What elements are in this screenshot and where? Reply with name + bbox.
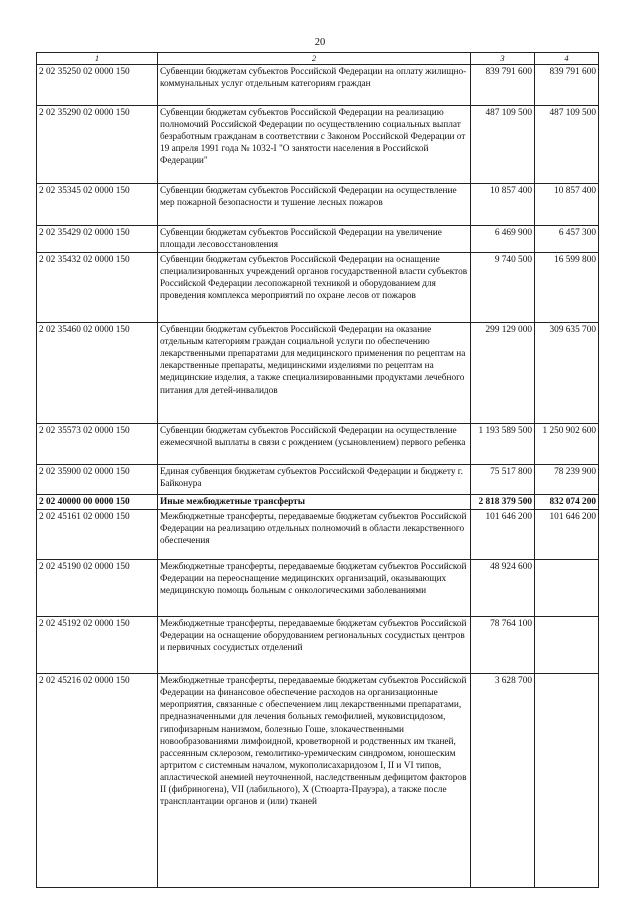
name-cell: Субвенции бюджетам субъектов Российской Федерации на оказание отдельным категориям граждан социальной услуги по обеспечению лекарственными препаратами для медицинского применения по рецептам на лекарственные препараты, медицинскими изделиями по рецептам на медицинские изделия, а также специализированными продуктами лечебного питания для детей-инвалидов [158,323,471,424]
budget-table [36,52,599,888]
amount-2-cell: 101 646 200 [535,510,599,560]
amount-2-cell: 487 109 500 [535,106,599,184]
code-cell: 2 02 35429 02 0000 150 [37,226,158,253]
table-row [37,253,599,323]
column-header-2: 2 [158,53,471,65]
amount-1-cell: 75 517 800 [471,465,535,495]
name-cell: Межбюджетные трансферты, передаваемые бюджетам субъектов Российской Федерации на оснащение оборудованием региональных сосудистых центров и первичных сосудистых отделений [158,617,471,674]
amount-1-cell: 48 924 600 [471,560,535,617]
table-row [37,226,599,253]
table-row [37,617,599,674]
column-header-4: 4 [535,53,599,65]
name-cell: Субвенции бюджетам субъектов Российской Федерации на осуществление мер пожарной безопасности и тушение лесных пожаров [158,184,471,226]
name-cell: Субвенции бюджетам субъектов Российской Федерации на увеличение площади лесовосстановления [158,226,471,253]
amount-1-cell: 78 764 100 [471,617,535,674]
table-row [37,424,599,465]
amount-2-cell: 832 074 200 [535,495,599,510]
code-cell: 2 02 45192 02 0000 150 [37,617,158,674]
table-row [37,465,599,495]
amount-2-cell: 10 857 400 [535,184,599,226]
code-cell: 2 02 35573 02 0000 150 [37,424,158,465]
amount-1-cell: 3 628 700 [471,674,535,888]
code-cell: 2 02 35290 02 0000 150 [37,106,158,184]
table-row [37,184,599,226]
name-cell: Межбюджетные трансферты, передаваемые бюджетам субъектов Российской Федерации на переоснащение медицинских организаций, оказывающих медицинскую помощь больным с онкологическими заболеваниями [158,560,471,617]
code-cell: 2 02 45190 02 0000 150 [37,560,158,617]
amount-1-cell: 299 129 000 [471,323,535,424]
table-row [37,323,599,424]
table-row [37,560,599,617]
amount-2-cell: 309 635 700 [535,323,599,424]
table-row [37,106,599,184]
amount-2-cell: 78 239 900 [535,465,599,495]
amount-1-cell: 2 818 379 500 [471,495,535,510]
amount-2-cell: 1 250 902 600 [535,424,599,465]
amount-1-cell: 9 740 500 [471,253,535,323]
amount-1-cell: 1 193 589 500 [471,424,535,465]
table-row [37,495,599,510]
table-row [37,510,599,560]
column-header-3: 3 [471,53,535,65]
name-cell: Субвенции бюджетам субъектов Российской Федерации на оснащение специализированных учреждений органов государственной власти субъектов Российской Федерации лесопожарной техникой и оборудованием для проведения комплекса мероприятий по охране лесов от пожаров [158,253,471,323]
table-row [37,674,599,888]
name-cell: Иные межбюджетные трансферты [158,495,471,510]
amount-1-cell: 6 469 900 [471,226,535,253]
code-cell: 2 02 35460 02 0000 150 [37,323,158,424]
code-cell: 2 02 45161 02 0000 150 [37,510,158,560]
page-number: 20 [314,37,326,48]
code-cell: 2 02 35250 02 0000 150 [37,65,158,106]
code-cell: 2 02 45216 02 0000 150 [37,674,158,888]
code-cell: 2 02 35900 02 0000 150 [37,465,158,495]
amount-1-cell: 487 109 500 [471,106,535,184]
table-body [37,53,599,888]
table-header-row [37,53,599,65]
code-cell: 2 02 35432 02 0000 150 [37,253,158,323]
name-cell: Межбюджетные трансферты, передаваемые бюджетам субъектов Российской Федерации на реализацию отдельных полномочий в области лекарственного обеспечения [158,510,471,560]
table-row [37,65,599,106]
amount-1-cell: 101 646 200 [471,510,535,560]
amount-2-cell [535,617,599,674]
amount-1-cell: 10 857 400 [471,184,535,226]
name-cell: Межбюджетные трансферты, передаваемые бюджетам субъектов Российской Федерации на финансовое обеспечение расходов на организационные мероприятия, связанные с обеспечением лиц лекарственными препаратами, предназначенными для лечения больных гемофилией, муковисцидозом, гипофизарным нанизмом, болезнью Гоше, злокачественными новообразованиями лимфоидной, кроветворной и родственных им тканей, рассеянным склерозом, гемолитико-уремическим синдромом, юношеским артритом с системным началом, мукополисахаридозом I, II и VI типов, апластической анемией неуточненной, наследственным дефицитом факторов II (фибриногена), VII (лабильного), X (Стюарта-Прауэра), а также после трансплантации органов и (или) тканей [158,674,471,888]
name-cell: Субвенции бюджетам субъектов Российской Федерации на осуществление ежемесячной выплаты в связи с рождением (усыновлением) первого ребенка [158,424,471,465]
amount-2-cell [535,560,599,617]
name-cell: Субвенции бюджетам субъектов Российской Федерации на оплату жилищно-коммунальных услуг отдельным категориям граждан [158,65,471,106]
code-cell: 2 02 35345 02 0000 150 [37,184,158,226]
amount-2-cell: 16 599 800 [535,253,599,323]
name-cell: Единая субвенция бюджетам субъектов Российской Федерации и бюджету г. Байконура [158,465,471,495]
amount-2-cell [535,674,599,888]
amount-2-cell: 6 457 300 [535,226,599,253]
column-header-1: 1 [37,53,158,65]
amount-2-cell: 839 791 600 [535,65,599,106]
code-cell: 2 02 40000 00 0000 150 [37,495,158,510]
name-cell: Субвенции бюджетам субъектов Российской Федерации на реализацию полномочий Российской Федерации по осуществлению социальных выплат безработным гражданам в соответствии с Законом Российской Федерации от 19 апреля 1991 года № 1032-I "О занятости населения в Российской Федерации" [158,106,471,184]
amount-1-cell: 839 791 600 [471,65,535,106]
